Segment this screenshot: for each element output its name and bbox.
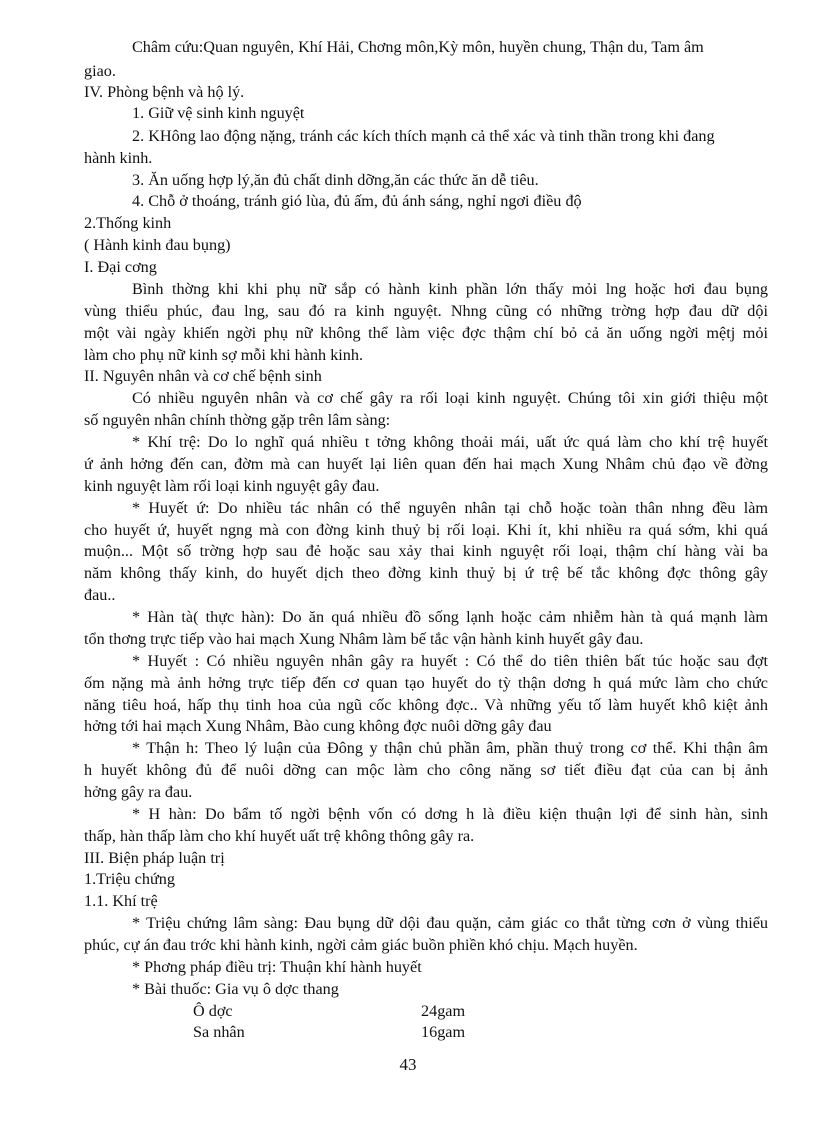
text-line: làm cho phụ nữ kinh sợ mỗi khi hành kinh. [84, 346, 364, 364]
text-line: Châm cứu:Quan nguyên, Khí Hải, Chơng môn,Kỳ môn, huyền chung, Thận du, Tam âm [132, 38, 704, 56]
text-line: * H hàn: Do bẩm tố ngời bệnh vốn có dơng h là điều kiện thuận lợi để sinh hàn, sinh [132, 805, 768, 823]
list-item: 3. Ăn uống hợp lý,ăn đủ chất dinh dỡng,ăn các thức ăn dễ tiêu. [132, 171, 539, 189]
text-line: * Thận h: Theo lý luận của Đông y thận chủ phần âm, phần thuỷ trong cơ thể. Khi thận âm [132, 739, 768, 757]
text-line: số nguyên nhân chính thờng gặp trên lâm sàng: [84, 411, 391, 429]
section-heading: III. Biện pháp luận trị [84, 849, 225, 867]
text-line: * Bài thuốc: Gia vụ ô dợc thang [132, 980, 339, 998]
text-line: đau.. [84, 586, 116, 604]
section-heading: IV. Phòng bệnh và hộ lý. [84, 83, 245, 101]
text-line: tổn thơng trực tiếp vào hai mạch Xung Nhâm làm bế tắc vận hành kinh huyết gây đau. [84, 630, 644, 648]
text-line: h huyết không đủ để nuôi dỡng can mộc làm cho công năng sơ tiết điều đạt của can bị ảnh [84, 761, 768, 779]
text-line: Có nhiều nguyên nhân và cơ chế gây ra rối loại kinh nguyệt. Chúng tôi xin giới thiệu một [132, 389, 768, 407]
text-line: hành kinh. [84, 149, 153, 167]
text-line: * Khí trệ: Do lo nghĩ quá nhiều t tởng không thoải mái, uất ức quá làm cho khí trệ huyết [132, 433, 768, 451]
chapter-heading: 2.Thống kinh [84, 214, 172, 232]
list-item: 1. Giữ vệ sinh kinh nguyệt [132, 104, 305, 122]
text-line: Bình thờng khi khi phụ nữ sắp có hành kinh phần lớn thấy mỏi lng hoặc hơi đau bụng [132, 280, 768, 298]
page-number: 43 [399, 1055, 417, 1074]
text-line: năng tiêu hoá, hấp thụ tinh hoa của ngũ cốc không đợc.. Và những yếu tố làm huyết khô kiệt ảnh [84, 696, 768, 714]
subsection-heading: 1.Triệu chứng [84, 870, 175, 888]
text-line: kinh nguyệt làm rối loại kinh nguyệt gây đau. [84, 477, 380, 495]
section-heading: II. Nguyên nhân và cơ chế bệnh sinh [84, 367, 322, 385]
text-line: * Triệu chứng lâm sàng: Đau bụng dữ dội đau quặn, cảm giác co thắt từng cơn ở vùng thiểu [132, 914, 768, 932]
text-line: một vài ngày khiến ngời phụ nữ không thể làm việc đợc thậm chí bỏ cả ăn uống ngời mệtj mỏi [84, 324, 768, 342]
text-line: giao. [84, 62, 116, 80]
text-line: * Hàn tà( thực hàn): Do ăn quá nhiều đồ sống lạnh hoặc cảm nhiễm hàn tà quá mạnh làm [132, 608, 768, 626]
text-line: thấp, hàn thấp làm cho khí huyết uất trệ không thông gây ra. [84, 827, 475, 845]
list-item: 4. Chỗ ở thoáng, tránh gió lùa, đủ ấm, đủ ánh sáng, nghỉ ngơi điều độ [132, 192, 582, 210]
text-line: vùng thiểu phúc, đau lng, sau đó ra kinh nguyệt. Nhng cũng có những trờng hợp đau dữ dội [84, 302, 768, 320]
chapter-subtitle: ( Hành kinh đau bụng) [84, 236, 231, 254]
text-line: hởng tới hai mạch Xung Nhâm, Bào cung không đợc nuôi dỡng gây đau [84, 717, 552, 735]
herb-name: Ô dợc [193, 1002, 233, 1020]
text-line: * Huyết : Có nhiều nguyên nhân gây ra huyết : Có thể do tiên thiên bất túc hoặc sau đợt [132, 652, 768, 670]
text-line: cho huyết ứ, huyết ngng mà con đờng kinh thuỷ bị rối loại. Khi ít, khi nhiều ra quá sớm, khi quá [84, 521, 768, 539]
herb-name: Sa nhân [193, 1023, 245, 1041]
subsection-heading: 1.1. Khí trệ [84, 892, 158, 910]
herb-dose: 16gam [421, 1023, 466, 1041]
prescription-row [0, 1022, 816, 1043]
text-line: ứ ảnh hởng đến can, đờm mà can huyết lại liên quan đến hai mạch Xung Nhâm chủ đạo về đờng [84, 455, 768, 473]
text-line: hởng gây ra đau. [84, 783, 193, 801]
section-heading: I. Đại cơng [84, 258, 157, 276]
prescription-row [0, 1001, 816, 1022]
text-line: phúc, cự án đau trớc khi hành kinh, ngời cảm giác buồn phiền khó chịu. Mạch huyền. [84, 936, 638, 954]
text-line: * Phơng pháp điều trị: Thuận khí hành huyết [132, 958, 422, 976]
text-line: muộn... Một số trờng hợp sau đẻ hoặc sau xảy thai kinh nguyệt rối loại, thậm chí hàng vài ba [84, 542, 768, 560]
herb-dose: 24gam [421, 1002, 466, 1020]
list-item: 2. KHông lao động nặng, tránh các kích thích mạnh cả thể xác và tinh thần trong khi đang [132, 127, 715, 145]
text-line: năm không thấy kinh, do huyết dịch theo đờng kinh thuỷ bị ứ trệ bế tắc không đợc thông gây [84, 564, 768, 582]
text-line: * Huyết ứ: Do nhiều tác nhân có thể nguyên nhân tại chỗ hoặc toàn thân nhng đều làm [132, 499, 768, 517]
text-line: ốm nặng mà ảnh hởng trực tiếp đến cơ quan tạo huyết do tỳ thận dơng h quá mức làm cho chức [84, 674, 768, 692]
